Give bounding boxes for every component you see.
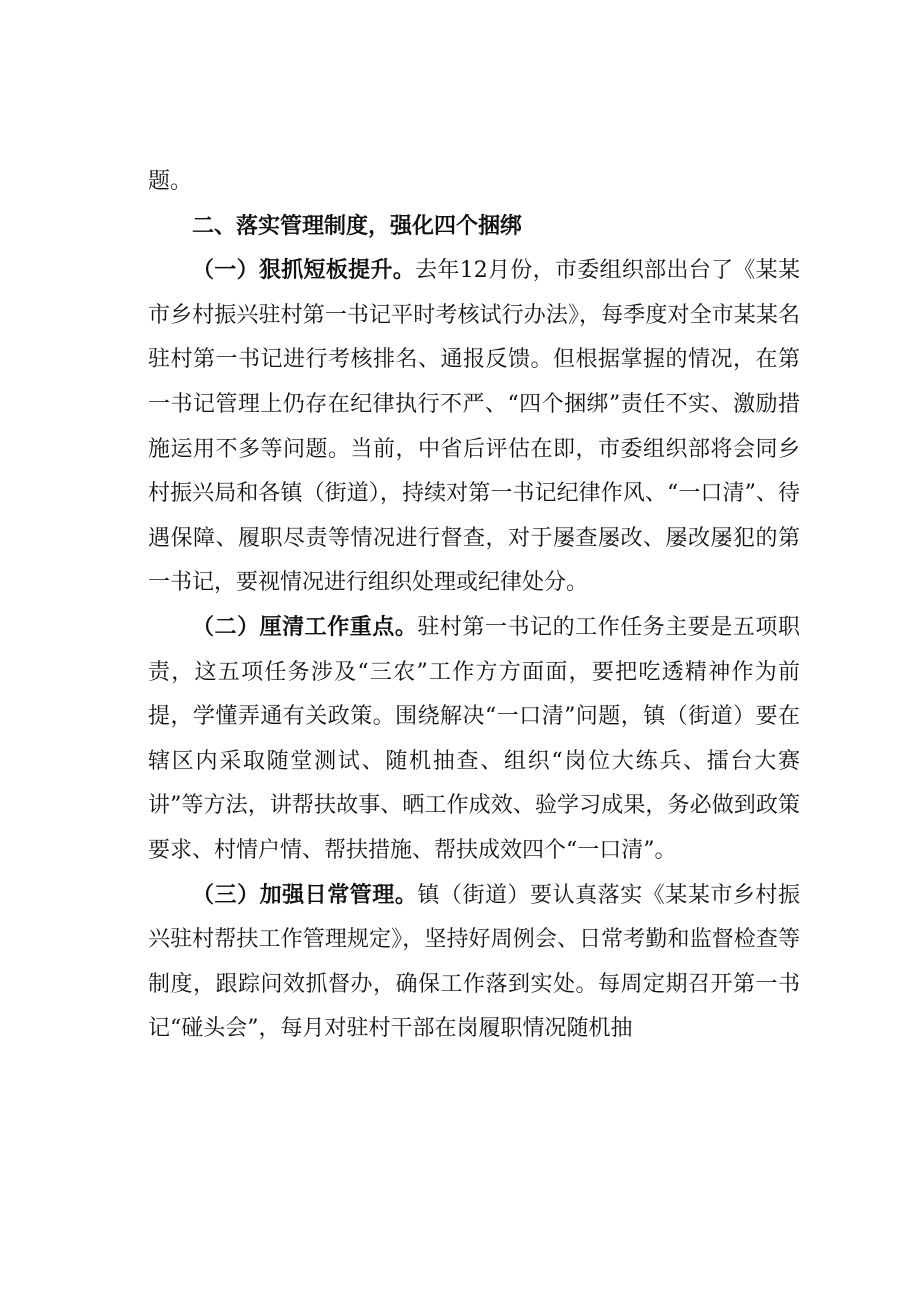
paragraph-2-body: 驻村第一书记的工作任务主要是五项职责，这五项任务涉及“三农”工作方方面面，要把吃透精神作为前提，学懂弄通有关政策。围绕解决“一口清”问题，镇（街道）要在辖区内采取随堂测试、随机抽查、组织“岗位大练兵、擂台大赛讲”等方法，讲帮扶故事、晒工作成效、验学习成果，务必做到政策要求、村情户情、帮扶措施、帮扶成效四个“一口清”。 (148, 614, 800, 863)
paragraph-3-lead: （三）加强日常管理。 (192, 882, 418, 908)
paragraph-3-body: 镇（街道）要认真落实《某某市乡村振兴驻村帮扶工作管理规定》，坚持好周例会、日常考勤和监督检查等制度，跟踪问效抓督办，确保工作落到实处。每周定期召开第一书记“碰头会”，每月对驻村干部在岗履职情况随机抽 (148, 882, 800, 1042)
paragraph-1-body: 去年12月份，市委组织部出台了《某某市乡村振兴驻村第一书记平时考核试行办法》，每季度对全市某某名驻村第一书记进行考核排名、通报反馈。但根据掌握的情况，在第一书记管理上仍存在纪律执行不严、“四个捆绑”责任不实、激励措施运用不多等问题。当前，中省后评估在即，市委组织部将会同乡村振兴局和各镇（街道），持续对第一书记纪律作风、“一口清”、待遇保障、履职尽责等情况进行督查，对于屡查屡改、屡改屡犯的第一书记，要视情况进行组织处理或纪律处分。 (148, 258, 800, 596)
paragraph-1 (148, 249, 800, 606)
paragraph-3 (148, 874, 800, 1052)
document-body (148, 160, 800, 1052)
paragraph-2 (148, 606, 800, 874)
continuation-text: 题。 (148, 169, 193, 194)
paragraph-2-lead: （二）厘清工作重点。 (192, 614, 418, 640)
paragraph-1-lead: （一）狠抓短板提升。 (192, 258, 416, 284)
section-heading: 二、落实管理制度，强化四个捆绑 (192, 213, 523, 239)
